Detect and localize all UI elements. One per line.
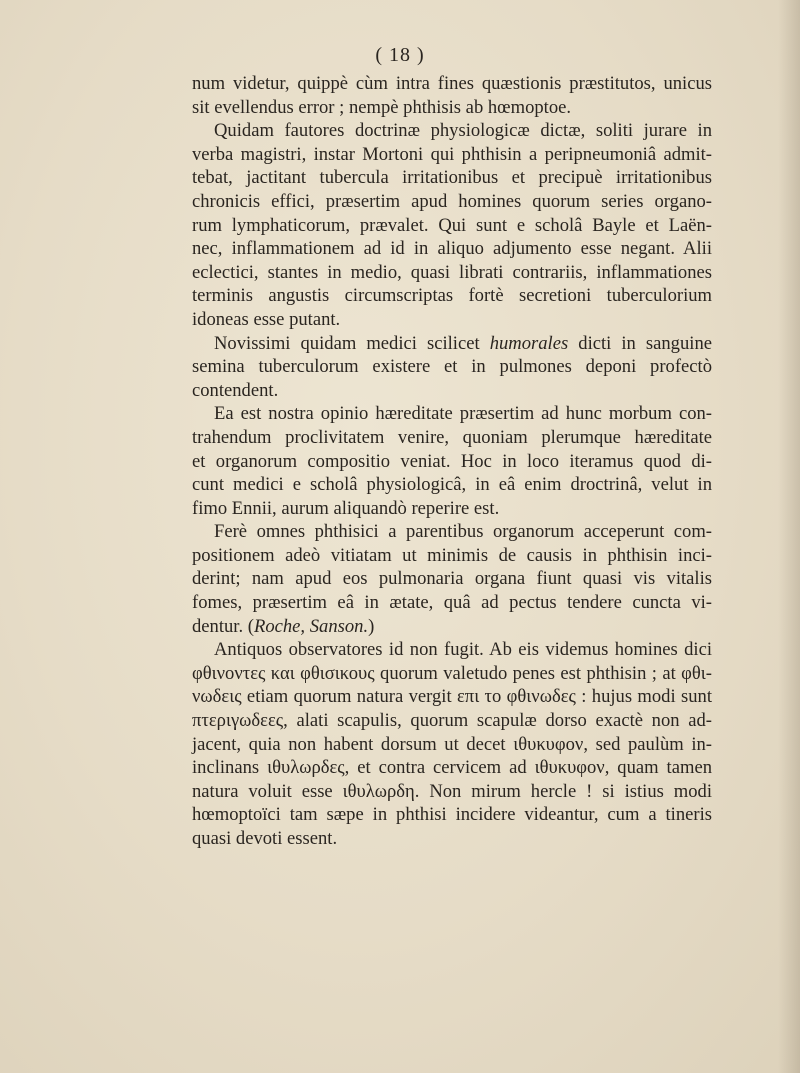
page-edge-shadow [778,0,800,1073]
body-text [192,72,712,851]
text-line: derint; nam apud eos pulmonaria organa fiunt quasi vis vitalis [192,568,712,590]
text-line: hœmoptoïci tam sæpe in phthisi incidere videantur, cum a tineris [192,804,712,826]
text-line: idoneas esse putant. [192,308,341,330]
text-line: contendent. [192,379,279,401]
text-line: Novissimi quidam medici scilicet humorales dicti in sanguine [214,332,712,354]
text-line: terminis angustis circumscriptas fortè secretioni tuberculorium [192,285,712,307]
text-line: nec, inflammationem ad id in aliquo adjumento esse negant. Alii [192,238,712,260]
text-line: num videtur, quippè cùm intra fines quæstionis præstitutos, unicus [192,73,712,94]
text-line: jacent, quia non habent dorsum ut decet ιθυκυφον, sed paulùm in- [192,733,712,755]
text-line: verba magistri, instar Mortoni qui phthisin a peripneumoniâ admit- [192,143,712,165]
text-line: Ea est nostra opinio hæreditate præsertim ad hunc morbum con- [214,403,712,425]
text-line: quasi devoti essent. [192,828,338,849]
text-line: eclectici, stantes in medio, quasi librati contrariis, inflammationes [192,261,712,283]
italic-term: Roche, Sanson. [253,615,369,637]
italic-term: humorales [489,332,569,354]
page-number: ( 18 ) [375,44,425,66]
text-line: positionem adeò vitiatam ut minimis de causis in phthisin inci- [192,544,712,566]
text-line: φθινοντες και φθισικους quorum valetudo penes est phthisin ; at φθι- [192,662,712,684]
text-line: sit evellendus error ; nempè phthisis ab hœmoptoe. [192,96,572,118]
text-line: νωδεις etiam quorum natura vergit επι το φθινωδες : hujus modi sunt [192,686,712,708]
text-line: πτεριγωδεες, alati scapulis, quorum scapulæ dorso exactè non ad- [192,710,712,732]
text-line: chronicis effici, præsertim apud homines quorum series organo- [192,190,712,212]
text-line: Quidam fautores doctrinæ physiologicæ dictæ, soliti jurare in [214,120,712,142]
text-line: Antiquos observatores id non fugit. Ab eis videmus homines dici [214,639,712,661]
text-line: et organorum compositio veniat. Hoc in loco iteramus quod di- [192,450,712,472]
text-line: semina tuberculorum existere et in pulmones deponi profectò [192,356,712,378]
text-line: trahendum proclivitatem venire, quoniam plerumque hæreditate [192,426,712,448]
text-line: Ferè omnes phthisici a parentibus organorum acceperunt com- [214,521,712,543]
text-line: tebat, jactitant tubercula irritationibus et precipuè irritationibus [192,167,712,189]
text-line: inclinans ιθυλωρδες, et contra cervicem ad ιθυκυφον, quam tamen [192,757,712,779]
text-line: fomes, præsertim eâ in ætate, quâ ad pectus tendere cuncta vi- [192,592,712,614]
text-line: fimo Ennii, aurum aliquandò reperire est. [192,497,500,519]
text-line: rum lymphaticorum, prævalet. Qui sunt e scholâ Bayle et Laën- [192,214,712,236]
text-line: dentur. (Roche, Sanson.) [192,615,375,637]
text-line: cunt medici e scholâ physiologicâ, in eâ enim droctrinâ, velut in [192,474,712,496]
text-line: natura voluit esse ιθυλωρδη. Non mirum hercle ! si istius modi [192,780,712,802]
